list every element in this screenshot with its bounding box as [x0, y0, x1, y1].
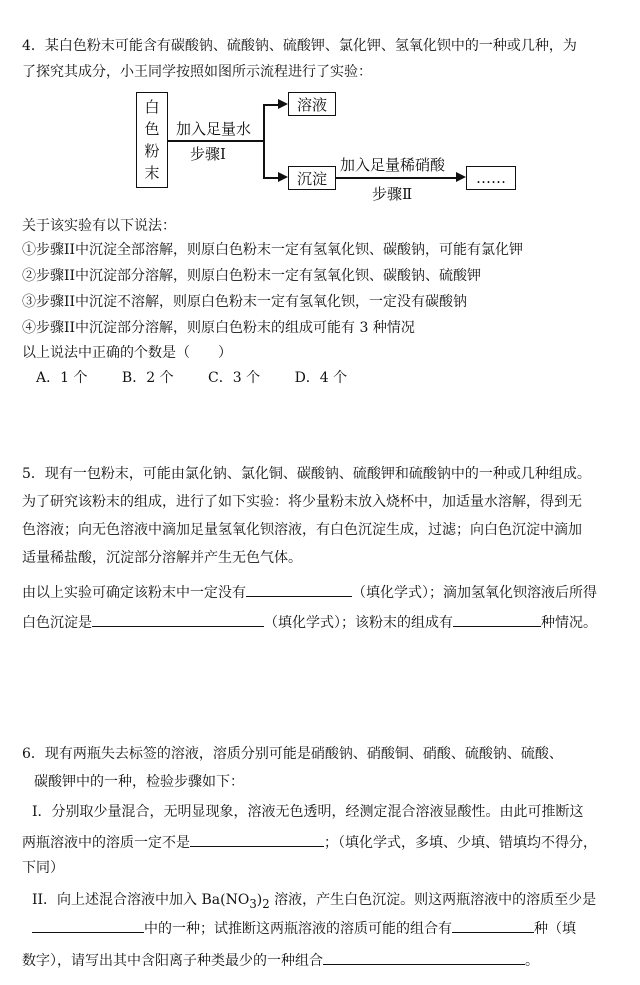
q5-line-2: 为了研究该粉末的组成，进行了如下实验：将少量粉末放入烧杯中，加适量水溶解，得到无	[22, 494, 582, 510]
q5-text: （填化学式）；滴加氢氧化钡溶液后所得	[352, 585, 597, 601]
choice-d: D．4 个	[294, 370, 348, 386]
q6-text: )	[256, 892, 263, 908]
q6-text: ；（填化学式，多填、少填、错填均不得分，	[324, 835, 597, 851]
q4-statement-2: ②步骤II中沉淀部分溶解，则原白色粉末一定有氢氧化钡、碳酸钠、硫酸钾	[22, 268, 482, 284]
q5-line-5	[22, 582, 597, 603]
q4-question: 以上说法中正确的个数是（ ）	[22, 345, 232, 361]
q6-line-5: 下同）	[22, 860, 64, 876]
precipitate-box: 沉淀	[288, 166, 336, 190]
q5-line-1: 5．现有一包粉末，可能由氯化钠、氯化铜、碳酸钠、硫酸钾和硫酸钠中的一种或几种组成。	[22, 466, 591, 482]
q4-statement-1: ①步骤II中沉淀全部溶解，则原白色粉末一定有氢氧化钡、碳酸钠，可能有氯化钾	[22, 242, 524, 258]
answer-blank[interactable]	[92, 612, 264, 627]
flow-connector	[168, 140, 264, 142]
q6-line-4	[22, 832, 597, 853]
q6-line-8	[22, 950, 539, 971]
q5-text: 白色沉淀是	[22, 615, 92, 631]
white-powder-char: 粉	[144, 142, 160, 160]
q6-text: 溶液，产生白色沉淀。则这两瓶溶液中的溶质至少是	[269, 892, 597, 908]
answer-blank[interactable]	[246, 582, 352, 597]
q6-text: 数字），请写出其中含阳离子种类最少的一种组合	[22, 953, 323, 969]
arrow-head-icon	[278, 172, 288, 182]
q6-line-1: 6．现有两瓶失去标签的溶液，溶质分别可能是硝酸钠、硝酸铜、硝酸、硫酸钠、硫酸、	[22, 746, 563, 762]
choice-c: C．3 个	[208, 370, 261, 386]
result-box: ……	[466, 166, 516, 190]
step2-label: 步骤Ⅱ	[372, 185, 413, 203]
solution-box: 溶液	[288, 92, 336, 116]
flow-split	[263, 104, 265, 178]
q4-line-2: 了探究其成分，小王同学按照如图所示流程进行了实验：	[22, 64, 372, 80]
step2-reagent: 加入足量稀硝酸	[340, 156, 446, 174]
subscript: 2	[262, 896, 270, 911]
q6-line-6	[32, 890, 596, 914]
arrow-to-solution	[263, 104, 279, 106]
answer-blank[interactable]	[190, 832, 324, 847]
q4-statement-4: ④步骤II中沉淀部分溶解，则原白色粉末的组成可能有 3 种情况	[22, 320, 415, 336]
q5-line-3: 色溶液；向无色溶液中滴加足量氢氧化钡溶液，有白色沉淀生成，过滤；向白色沉淀中滴加	[22, 522, 582, 538]
arrow-step2	[336, 177, 458, 179]
answer-blank[interactable]	[323, 950, 525, 965]
q5-text: （填化学式）；该粉末的组成有	[264, 615, 453, 631]
q4-statement-3: ③步骤II中沉淀不溶解，则原白色粉末一定有氢氧化钡，一定没有碳酸钠	[22, 294, 468, 310]
q6-line-2: 碳酸钾中的一种，检验步骤如下：	[34, 774, 244, 790]
white-powder-char: 末	[144, 164, 160, 182]
q6-text: 两瓶溶液中的溶质一定不是	[22, 835, 190, 851]
q6-line-7	[32, 918, 576, 939]
q6-text: 种（填	[534, 921, 576, 937]
q6-text: 。	[525, 953, 539, 969]
q5-text: 由以上实验可确定该粉末中一定没有	[22, 585, 246, 601]
choice-b: B．2 个	[121, 370, 174, 386]
arrow-to-precipitate	[263, 177, 279, 179]
answer-blank[interactable]	[32, 918, 144, 933]
q4-choices	[36, 368, 377, 388]
q4-intro: 关于该实验有以下说法：	[22, 218, 176, 234]
white-powder-char: 色	[144, 120, 160, 138]
white-powder-box	[136, 92, 168, 188]
step1-label: 步骤Ⅰ	[190, 145, 226, 163]
q5-line-6	[22, 612, 597, 633]
step1-reagent: 加入足量水	[176, 120, 252, 138]
q6-text: II．向上述混合溶液中加入 Ba(NO	[32, 892, 250, 908]
choice-a: A．1 个	[36, 370, 88, 386]
q5-text: 种情况。	[541, 615, 597, 631]
q5-line-4: 适量稀盐酸，沉淀部分溶解并产生无色气体。	[22, 550, 302, 566]
q6-text: 中的一种；试推断这两瓶溶液的溶质可能的组合有	[144, 921, 452, 937]
subscript: 3	[249, 896, 257, 911]
white-powder-char: 白	[144, 98, 160, 116]
answer-blank[interactable]	[453, 612, 541, 627]
arrow-head-icon	[278, 99, 288, 109]
q4-line-1: 4．某白色粉末可能含有碳酸钠、硫酸钠、硫酸钾、氯化钾、氢氧化钡中的一种或几种，为	[22, 38, 577, 54]
q6-line-3: I．分别取少量混合，无明显现象，溶液无色透明，经测定混合溶液显酸性。由此可推断这	[32, 804, 584, 820]
answer-blank[interactable]	[452, 918, 534, 933]
arrow-head-icon	[456, 172, 466, 182]
